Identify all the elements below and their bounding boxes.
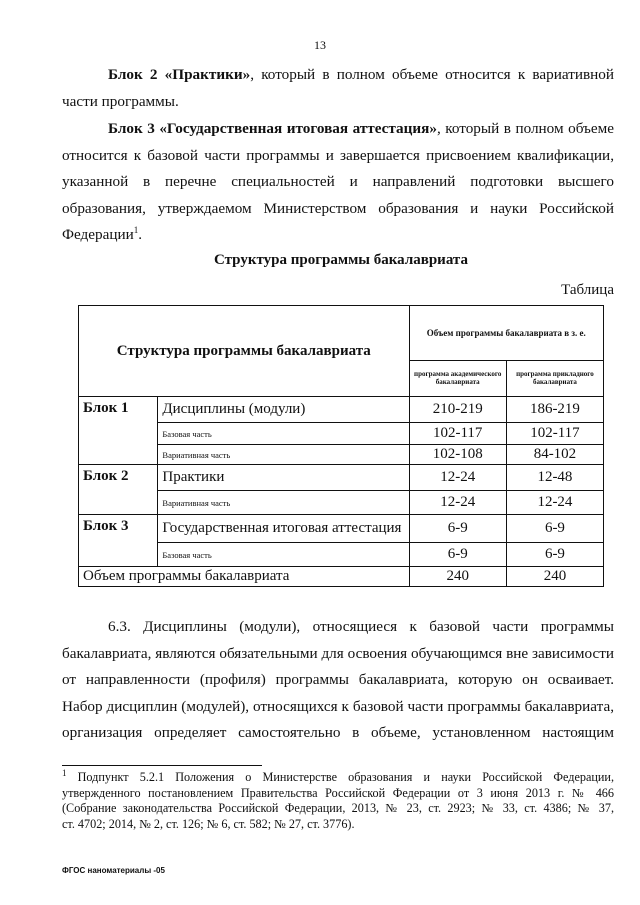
table-title: Структура программы бакалавриата <box>214 252 468 268</box>
paragraph-text: , который в полном объеме <box>436 120 614 137</box>
value-applied: 12-24 <box>506 491 603 515</box>
value-academic: 12-24 <box>409 491 506 515</box>
table-row <box>79 491 604 515</box>
table-row <box>79 423 604 445</box>
row-name: Базовая часть <box>158 423 409 445</box>
value-academic: 12-24 <box>409 465 506 491</box>
footnote-divider <box>62 765 262 766</box>
paragraph-text: Федерации <box>62 226 134 243</box>
table-row <box>79 397 604 423</box>
paragraph-text: , который в полном объеме относится к вариативной <box>250 66 615 83</box>
paragraph-line <box>62 116 614 143</box>
footnote-line: ст. 4702; 2014, № 2, ст. 126; № 6, ст. 582; № 27, ст. 3776). <box>62 816 355 831</box>
table-label: Таблица <box>561 282 614 298</box>
total-academic: 240 <box>409 567 506 587</box>
block-2-title: Блок 2 «Практики» <box>108 66 251 83</box>
table-header-volume: Объем программы бакалавриата в з. е. <box>409 306 603 361</box>
footnote <box>62 767 614 832</box>
paragraph-line: относится к базовой части программы и завершается присвоением квалификации, <box>62 146 614 164</box>
value-applied: 6-9 <box>506 515 603 543</box>
block-label: Блок 3 <box>79 515 158 567</box>
paragraph-text: . <box>138 226 143 243</box>
value-academic: 102-117 <box>409 423 506 445</box>
table-header-row <box>79 306 604 361</box>
table-header-applied: программа прикладного бакалавриата <box>506 360 603 396</box>
paragraph-6-3 <box>62 614 614 747</box>
table-total-row <box>79 567 604 587</box>
block-label: Блок 1 <box>79 397 158 465</box>
row-name: Вариативная часть <box>158 491 409 515</box>
table-row <box>79 515 604 543</box>
value-applied: 186-219 <box>506 397 603 423</box>
footnote-reference: 1 <box>133 224 139 235</box>
footnote-line: утвержденного постановлением Правительства Российской Федерации от 3 июня 2013 г. № 466 <box>62 785 614 800</box>
program-structure-table <box>78 305 604 587</box>
paragraph-line: части программы. <box>62 92 179 110</box>
value-academic: 102-108 <box>409 445 506 465</box>
paragraph-line: Набор дисциплин (модулей), относящихся к базовой части программы бакалавриата, <box>62 697 614 715</box>
paragraph-line: указанной в перечне специальностей и направлений подготовки высшего <box>62 173 614 190</box>
table-header-academic: программа академического бакалавриата <box>409 360 506 396</box>
paragraph-line: образования, утверждаемом Министерством образования и науки Российской <box>62 199 614 217</box>
footnote-text: Подпункт 5.2.1 Положения о Министерстве образования и науки Российской Федерации, <box>66 770 614 784</box>
table-header-structure: Структура программы бакалавриата <box>79 306 410 397</box>
total-label: Объем программы бакалавриата <box>79 567 410 587</box>
paragraph-line: организация определяет самостоятельно в объеме, установленном настоящим <box>62 724 614 741</box>
page-footer: ФГОС наноматериалы -05 <box>62 866 165 875</box>
row-name: Государственная итоговая аттестация <box>158 515 409 543</box>
paragraph-line: 6.3. Дисциплины (модули), относящиеся к базовой части программы <box>108 618 614 635</box>
value-academic: 6-9 <box>409 543 506 567</box>
row-name: Вариативная часть <box>158 445 409 465</box>
table-row <box>79 543 604 567</box>
block-3-title: Блок 3 «Государственная итоговая аттестация» <box>108 120 437 137</box>
page-number: 13 <box>314 38 326 52</box>
row-name: Базовая часть <box>158 543 409 567</box>
paragraph-line <box>62 62 614 89</box>
block-label: Блок 2 <box>79 465 158 515</box>
paragraph-block-2 <box>62 62 614 115</box>
value-applied: 6-9 <box>506 543 603 567</box>
value-academic: 210-219 <box>409 397 506 423</box>
footnote-line <box>62 767 614 786</box>
table-row <box>79 465 604 491</box>
row-name: Практики <box>158 465 409 491</box>
paragraph-block-3 <box>62 116 614 249</box>
paragraph-line <box>62 222 614 249</box>
value-applied: 102-117 <box>506 423 603 445</box>
footnote-line: (Собрание законодательства Российской Федерации, 2013, № 23, ст. 2923; № 33, ст. 4386; № 37, <box>62 801 614 815</box>
value-applied: 84-102 <box>506 445 603 465</box>
paragraph-line: бакалавриата, являются обязательными для освоения обучающимся вне зависимости <box>62 644 614 662</box>
value-applied: 12-48 <box>506 465 603 491</box>
table-row <box>79 445 604 465</box>
row-name: Дисциплины (модули) <box>158 397 409 423</box>
value-academic: 6-9 <box>409 515 506 543</box>
paragraph-line: от направленности (профиля) программы бакалавриата, которую он осваивает. <box>62 671 614 688</box>
footnote-mark: 1 <box>62 767 67 778</box>
total-applied: 240 <box>506 567 603 587</box>
